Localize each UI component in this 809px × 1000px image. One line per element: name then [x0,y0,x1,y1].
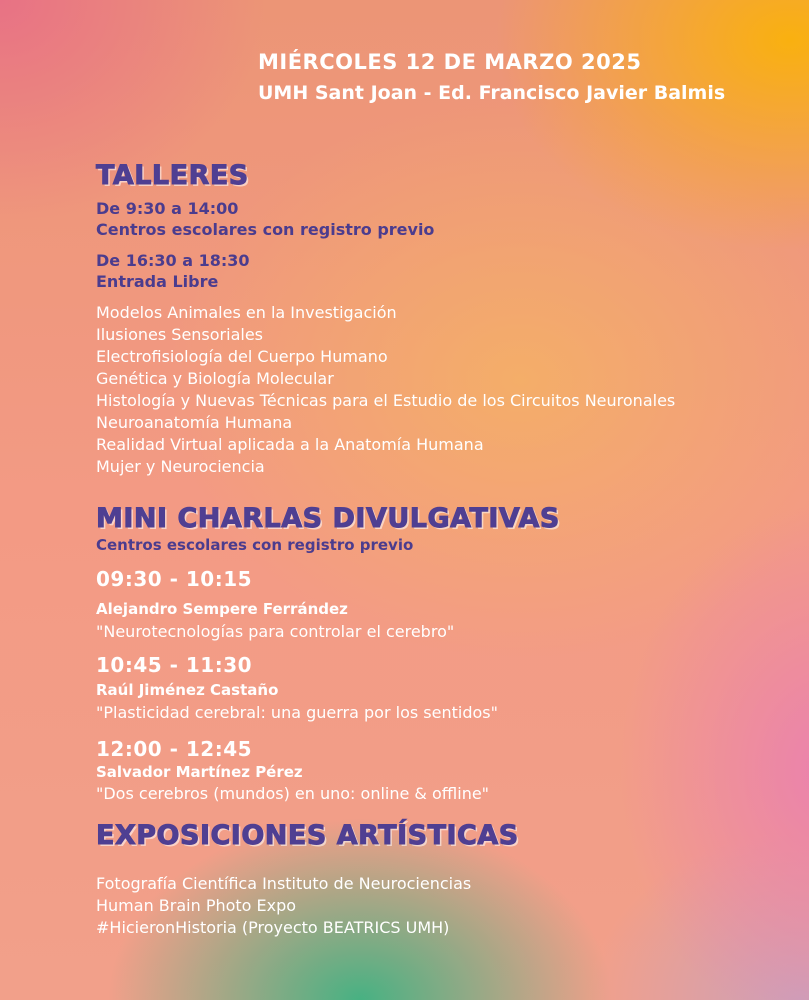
talk-3-title: "Dos cerebros (mundos) en uno: online & offline" [96,784,490,803]
list-item: Realidad Virtual aplicada a la Anatomía Humana [96,435,484,454]
talk-2-time: 10:45 - 11:30 [96,653,253,677]
talleres-session2-time: De 16:30 a 18:30 [96,251,250,270]
talk-2-title: "Plasticidad cerebral: una guerra por los sentidos" [96,703,498,722]
list-item: Fotografía Científica Instituto de Neurociencias [96,874,472,893]
list-item: Mujer y Neurociencia [96,457,265,476]
list-item: Modelos Animales en la Investigación [96,303,397,322]
list-item: Ilusiones Sensoriales [96,325,263,344]
talleres-session1-time: De 9:30 a 14:00 [96,199,239,218]
talleres-title: TALLERES [96,160,249,191]
talk-1-time: 09:30 - 10:15 [96,567,253,591]
talk-1-speaker: Alejandro Sempere Ferrández [96,600,348,618]
list-item: Histología y Nuevas Técnicas para el Estudio de los Circuitos Neuronales [96,391,676,410]
talleres-session1-note: Centros escolares con registro previo [96,220,435,239]
talk-3-speaker: Salvador Martínez Pérez [96,763,303,781]
talleres-list [96,302,675,478]
talk-1-title: "Neurotecnologías para controlar el cerebro" [96,622,455,641]
event-date: MIÉRCOLES 12 DE MARZO 2025 [258,50,642,74]
talk-3-time: 12:00 - 12:45 [96,737,253,761]
exposiciones-list [96,873,471,939]
exposiciones-title: EXPOSICIONES ARTÍSTICAS [96,820,519,851]
list-item: #HicieronHistoria (Proyecto BEATRICS UMH) [96,918,450,937]
charlas-note: Centros escolares con registro previo [96,536,414,554]
talleres-session2-note: Entrada Libre [96,272,219,291]
event-location: UMH Sant Joan - Ed. Francisco Javier Balmis [258,82,726,104]
charlas-title: MINI CHARLAS DIVULGATIVAS [96,503,560,534]
list-item: Neuroanatomía Humana [96,413,293,432]
list-item: Electrofisiología del Cuerpo Humano [96,347,388,366]
talk-2-speaker: Raúl Jiménez Castaño [96,681,279,699]
list-item: Human Brain Photo Expo [96,896,297,915]
list-item: Genética y Biología Molecular [96,369,334,388]
